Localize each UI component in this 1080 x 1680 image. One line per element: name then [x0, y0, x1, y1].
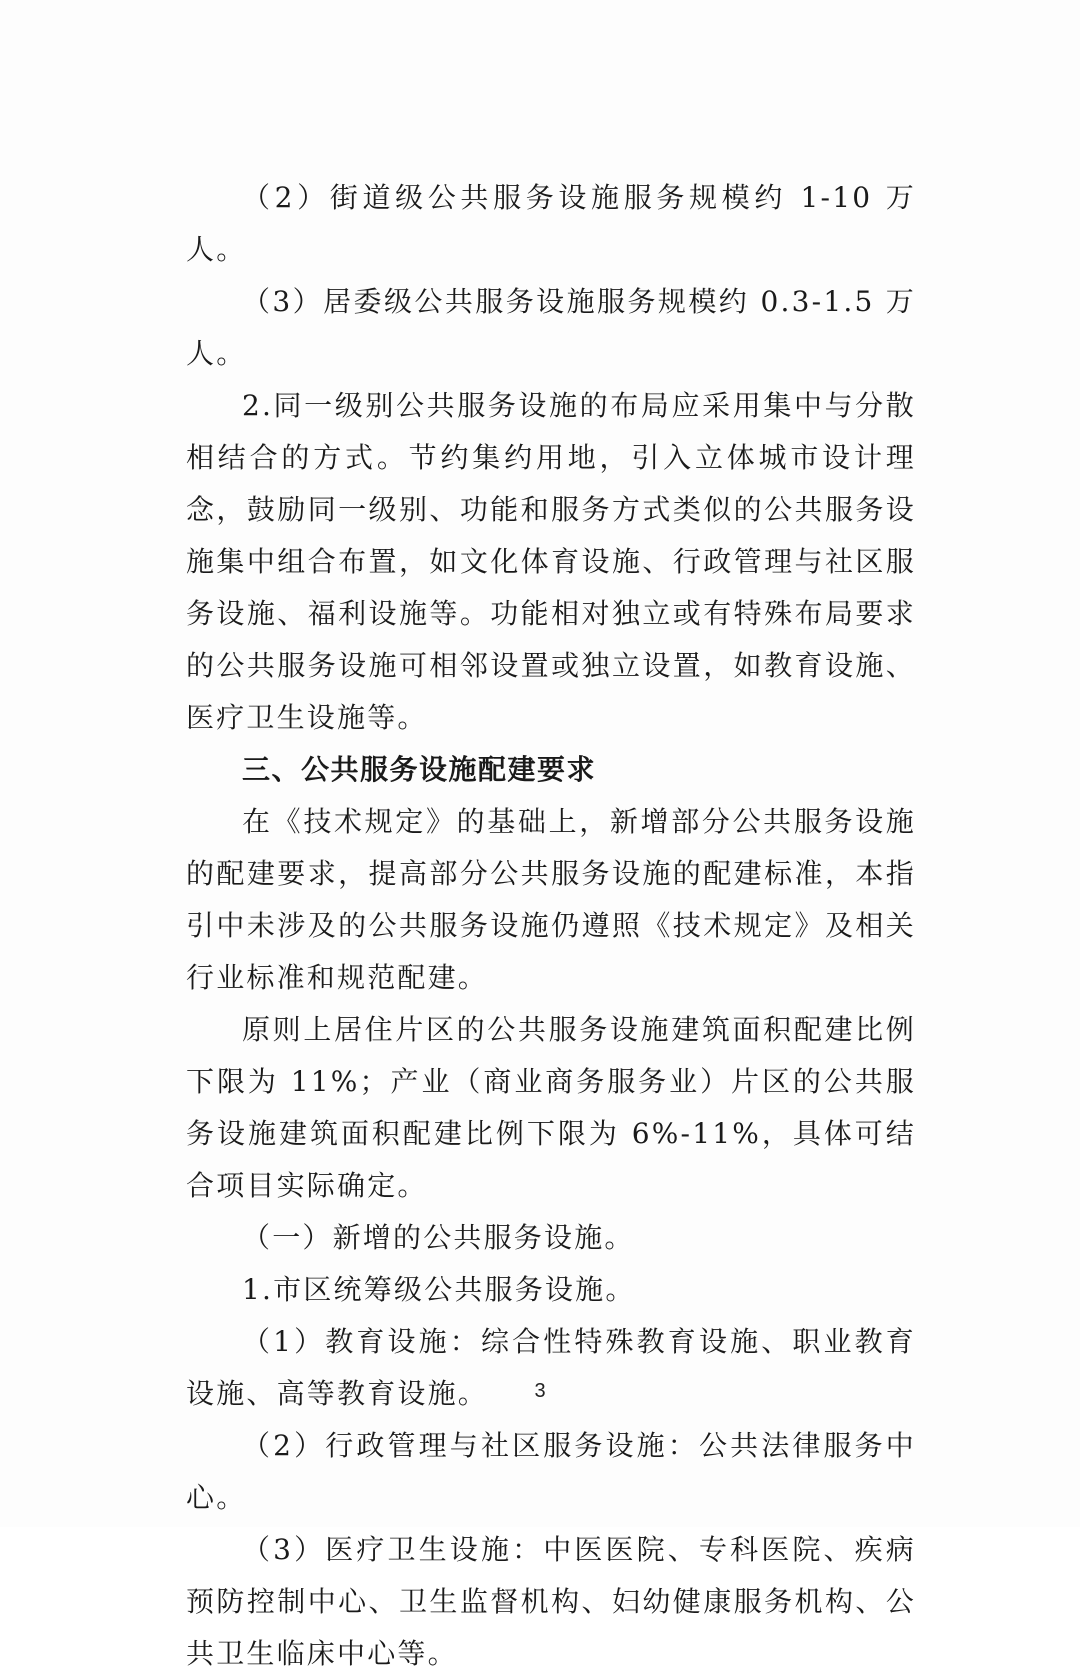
- paragraph-medical-facilities: （3）医疗卫生设施：中医医院、专科医院、疾病预防控制中心、卫生监督机构、妇幼健康服务机构、公共卫生临床中心等。: [186, 1533, 916, 1670]
- section-heading-requirements: 三、公共服务设施配建要求: [242, 753, 597, 786]
- paragraph-ratio-limits: 原则上居住片区的公共服务设施建筑面积配建比例下限为 11%；产业（商业商务服务业）片区的公共服务设施建筑面积配建比例下限为 6%-11%，具体可结合项目实际确定。: [186, 1013, 916, 1202]
- paragraph-layout-principle: 2.同一级别公共服务设施的布局应采用集中与分散相结合的方式。节约集约用地，引入立体城市设计理念，鼓励同一级别、功能和服务方式类似的公共服务设施集中组合布置，如文化体育设施、行政管理与社区服务设施、福利设施等。功能相对独立或有特殊布局要求的公共服务设施可相邻设置或独立设置，如教育设施、医疗卫生设施等。: [186, 389, 916, 734]
- page-number: 3: [534, 1380, 546, 1402]
- paragraph-street-level-scale: （2）街道级公共服务设施服务规模约 1-10 万人。: [186, 181, 916, 266]
- subheading-city-level: 1.市区统筹级公共服务设施。: [242, 1273, 636, 1306]
- document-body: [186, 172, 916, 1680]
- subheading-new-facilities: （一）新增的公共服务设施。: [242, 1221, 635, 1254]
- paragraph-administration-facilities: （2）行政管理与社区服务设施：公共法律服务中心。: [186, 1429, 916, 1514]
- paragraph-committee-level-scale: （3）居委级公共服务设施服务规模约 0.3-1.5 万人。: [186, 285, 916, 370]
- paragraph-education-facilities: （1）教育设施：综合性特殊教育设施、职业教育设施、高等教育设施。: [186, 1325, 916, 1410]
- paragraph-technical-regulation: 在《技术规定》的基础上，新增部分公共服务设施的配建要求，提高部分公共服务设施的配建标准，本指引中未涉及的公共服务设施仍遵照《技术规定》及相关行业标准和规范配建。: [186, 805, 916, 994]
